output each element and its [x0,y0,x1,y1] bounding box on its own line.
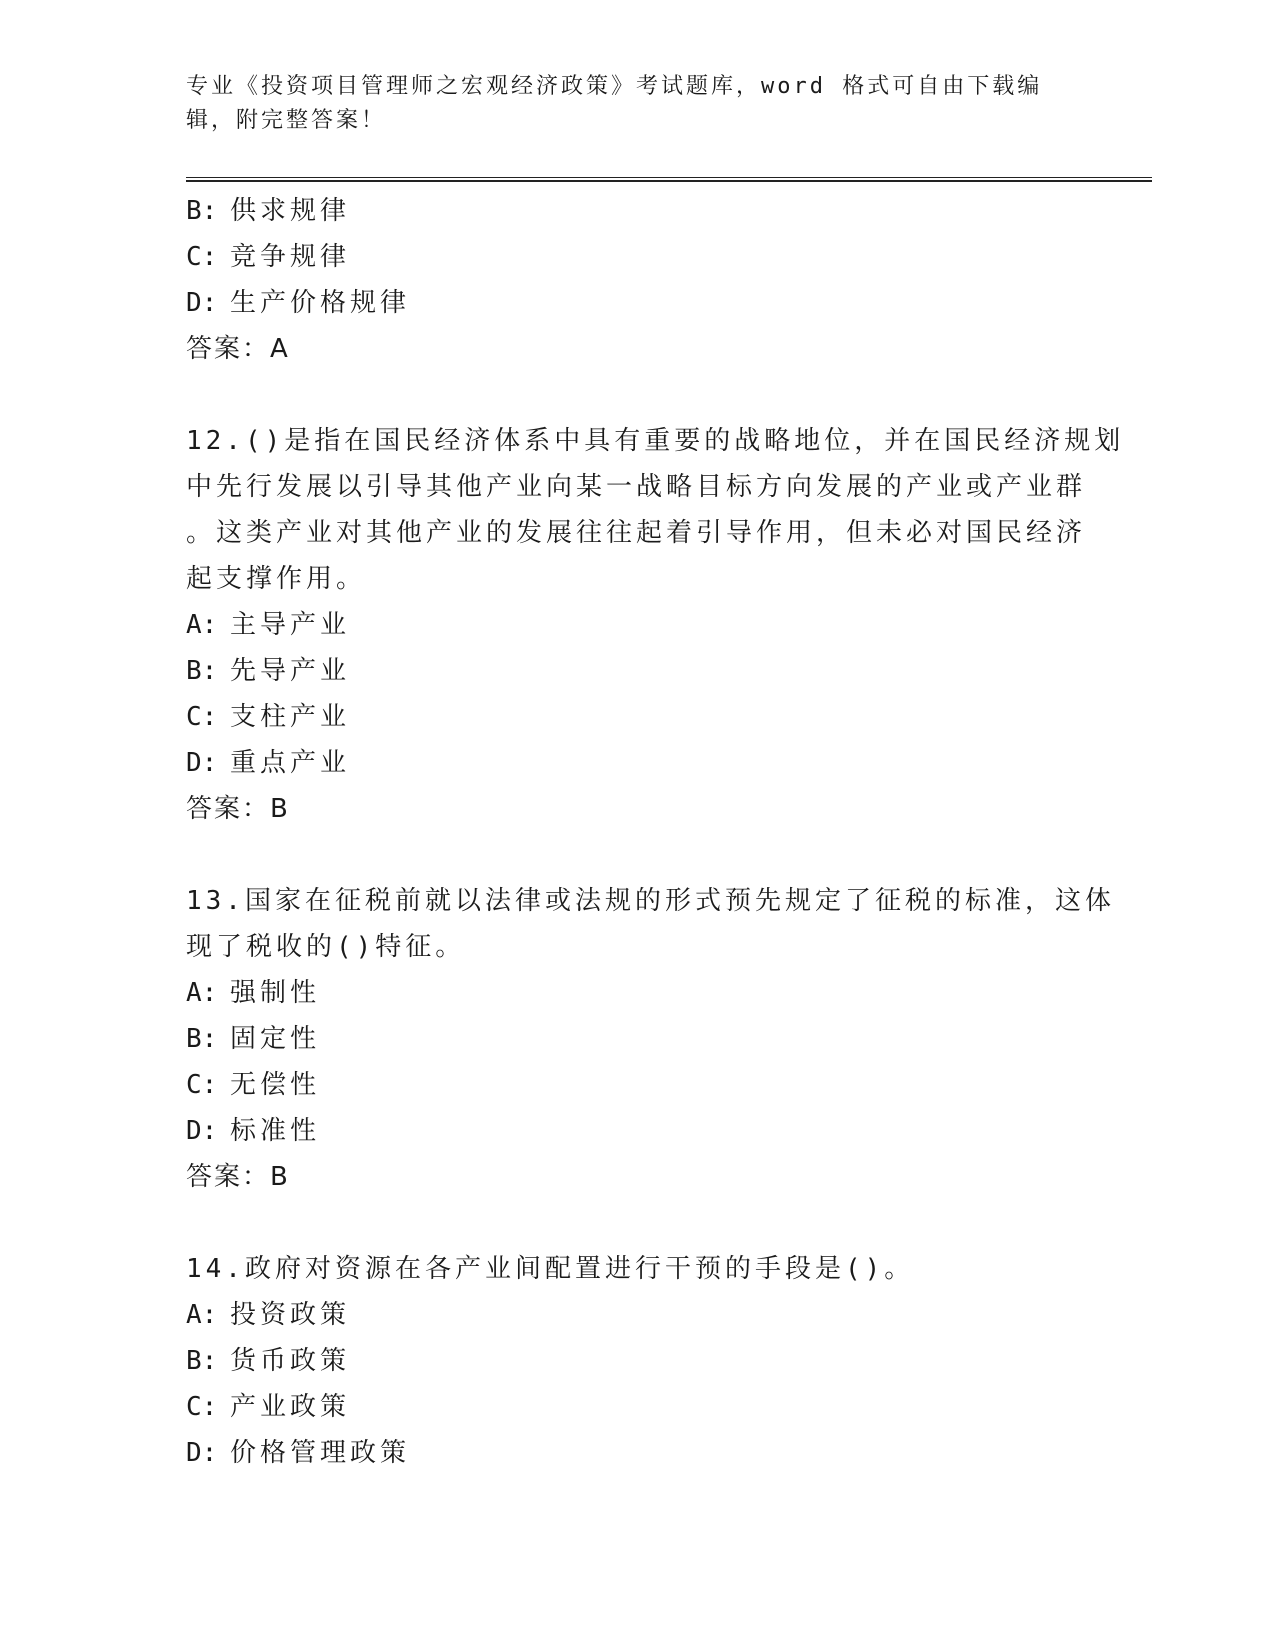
option-letter: B: [186,1024,218,1054]
question-14 [186,1246,1106,1476]
question-text-line: 12.()是指在国民经济体系中具有重要的战略地位，并在国民经济规划 [186,426,1125,456]
option-letter: B: [186,656,218,686]
option-letter: D: [186,1438,218,1468]
option-text: 无偿性 [230,1070,321,1100]
option-d [186,280,1106,326]
answer-line: 答案：A [186,334,290,364]
option-a [186,602,1106,648]
question-list [186,188,1125,1476]
option-c [186,1384,1106,1430]
option-letter: C: [186,242,218,272]
document-intro: 专业《投资项目管理师之宏观经济政策》考试题库，word 格式可自由下载编辑，附完整答案！ [186,74,1043,133]
option-b [186,1338,1106,1384]
option-letter: C: [186,1392,218,1422]
question-12 [186,418,1125,832]
option-d [186,1430,1106,1476]
option-b [186,1016,1106,1062]
option-letter: C: [186,1070,218,1100]
option-text: 投资政策 [230,1300,351,1330]
question-text-line: 。这类产业对其他产业的发展往往起着引导作用，但未必对国民经济 [186,518,1087,548]
question-text-line: 现了税收的()特征。 [186,932,466,962]
option-b [186,188,1106,234]
question-11-continued [186,188,1106,372]
option-text: 标准性 [230,1116,321,1146]
answer-line: 答案：B [186,794,290,824]
question-text-line: 14.政府对资源在各产业间配置进行干预的手段是()。 [186,1254,915,1284]
option-text: 支柱产业 [230,702,351,732]
option-letter: A: [186,978,218,1008]
option-text: 生产价格规律 [230,288,411,318]
question-text-line: 中先行发展以引导其他产业向某一战略目标方向发展的产业或产业群 [186,472,1087,502]
option-c [186,694,1106,740]
option-text: 供求规律 [230,196,351,226]
option-c [186,1062,1106,1108]
option-text: 竞争规律 [230,242,351,272]
option-letter: A: [186,610,218,640]
option-text: 先导产业 [230,656,351,686]
option-text: 固定性 [230,1024,321,1054]
option-b [186,648,1106,694]
option-text: 货币政策 [230,1346,351,1376]
option-a [186,1292,1106,1338]
option-letter: B: [186,1346,218,1376]
question-text-line: 起支撑作用。 [186,564,367,594]
option-letter: D: [186,748,218,778]
option-a [186,970,1106,1016]
option-text: 重点产业 [230,748,351,778]
spacer [186,1200,1106,1246]
option-letter: C: [186,702,218,732]
answer-line: 答案：B [186,1162,290,1192]
option-text: 强制性 [230,978,321,1008]
option-d [186,740,1106,786]
header-divider [186,177,1152,182]
option-d [186,1108,1106,1154]
option-c [186,234,1106,280]
option-letter: D: [186,288,218,318]
option-text: 产业政策 [230,1392,351,1422]
spacer [186,832,1106,878]
option-text: 价格管理政策 [230,1438,411,1468]
spacer [186,372,1106,418]
option-letter: B: [186,196,218,226]
option-letter: D: [186,1116,218,1146]
question-text-line: 13.国家在征税前就以法律或法规的形式预先规定了征税的标准，这体 [186,886,1115,916]
option-text: 主导产业 [230,610,351,640]
option-letter: A: [186,1300,218,1330]
question-13 [186,878,1115,1200]
